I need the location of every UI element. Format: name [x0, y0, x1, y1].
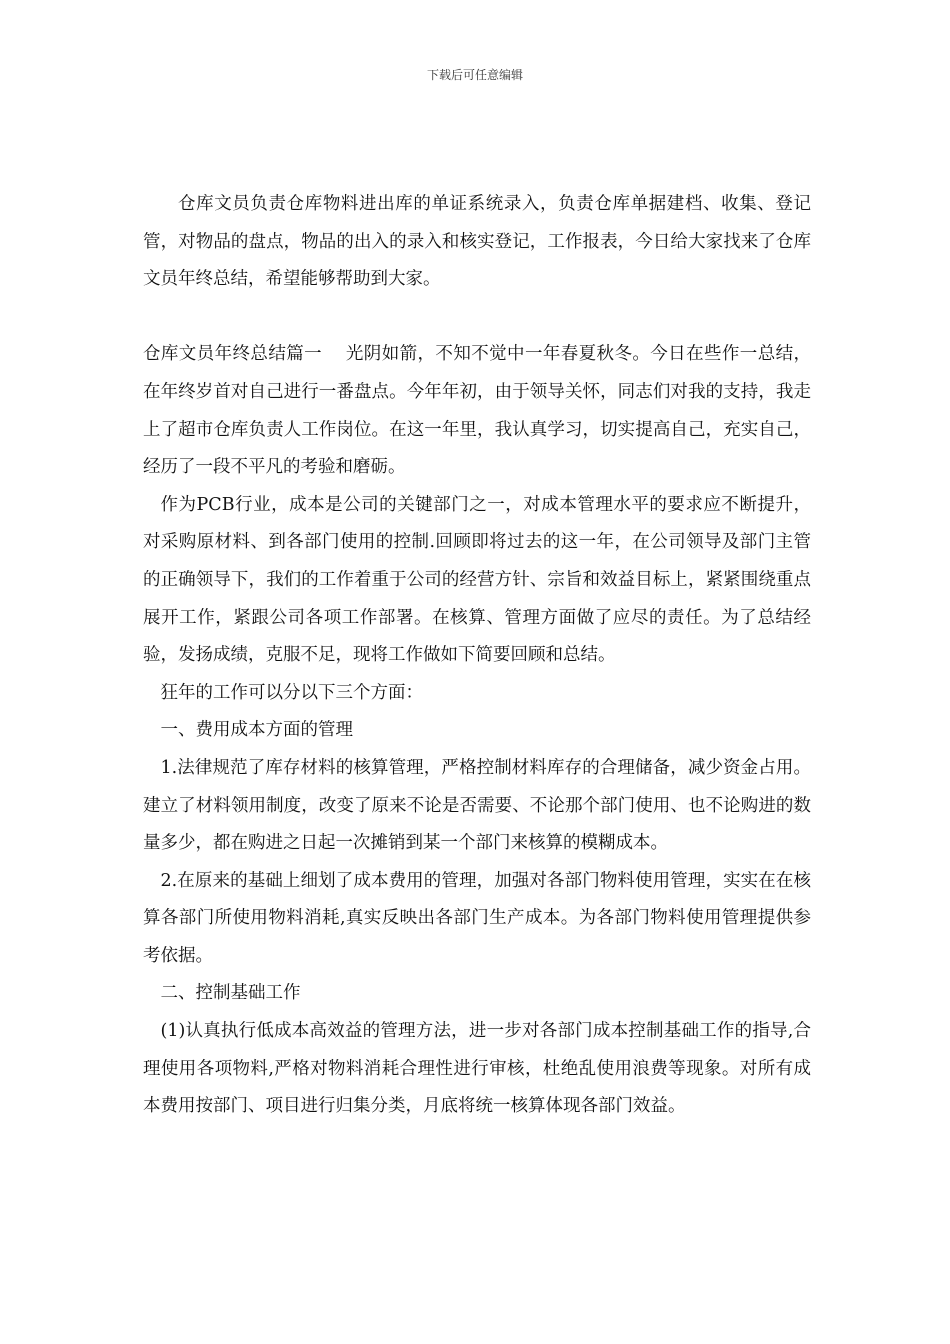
document-body — [143, 186, 811, 1126]
section-paragraph-5: 2.在原来的基础上细划了成本费用的管理，加强对各部门物料使用管理，实实在在核算各部门所使用物料消耗,真实反映出各部门生产成本。为各部门物料使用管理提供参考依据。 — [143, 870, 811, 966]
section-paragraph-1: 仓库文员年终总结篇一 光阴如箭，不知不觉中一年春夏秋冬。今日在些作一总结，在年终岁首对自己进行一番盘点。今年年初，由于领导关怀，同志们对我的支持，我走上了超市仓库负责人工作岗位。在这一年里，我认真学习，切实提高自己，充实自己，经历了一段不平凡的考验和磨砺。 — [143, 344, 811, 478]
section-paragraph-6: (1)认真执行低成本高效益的管理方法，进一步对各部门成本控制基础工作的指导,合理使用各项物料,严格对物料消耗合理性进行审核，杜绝乱使用浪费等现象。对所有成本费用按部门、项目进行归集分类，月底将统一核算体现各部门效益。 — [143, 1021, 811, 1117]
page-header: 下载后可任意编辑 — [426, 68, 523, 82]
intro-paragraph: 仓库文员负责仓库物料进出库的单证系统录入，负责仓库单据建档、收集、登记管，对物品的盘点，物品的出入的录入和核实登记，工作报表，今日给大家找来了仓库文员年终总结，希望能够帮助到大家。 — [143, 194, 811, 290]
section-paragraph-4: 1.法律规范了库存材料的核算管理，严格控制材料库存的合理储备，减少资金占用。建立了材料领用制度，改变了原来不论是否需要、不论那个部门使用、也不论购进的数量多少，都在购进之日起一次摊销到某一个部门来核算的模糊成本。 — [143, 757, 811, 854]
section-paragraph-2: 作为PCB行业，成本是公司的关键部门之一，对成本管理水平的要求应不断提升，对采购原材料、到各部门使用的控制.回顾即将过去的这一年，在公司领导及部门主管的正确领导下，我们的工作着重于公司的经营方针、宗旨和效益目标上，紧紧围绕重点展开工作，紧跟公司各项工作部署。在核算、管理方面做了应尽的责任。为了总结经验，发扬成绩，克服不足，现将工作做如下简要回顾和总结。 — [143, 494, 811, 666]
section-heading-2: 二、控制基础工作 — [160, 983, 301, 1004]
section-paragraph-3: 狂年的工作可以分以下三个方面： — [160, 682, 423, 703]
section-heading-1: 一、费用成本方面的管理 — [160, 720, 353, 741]
